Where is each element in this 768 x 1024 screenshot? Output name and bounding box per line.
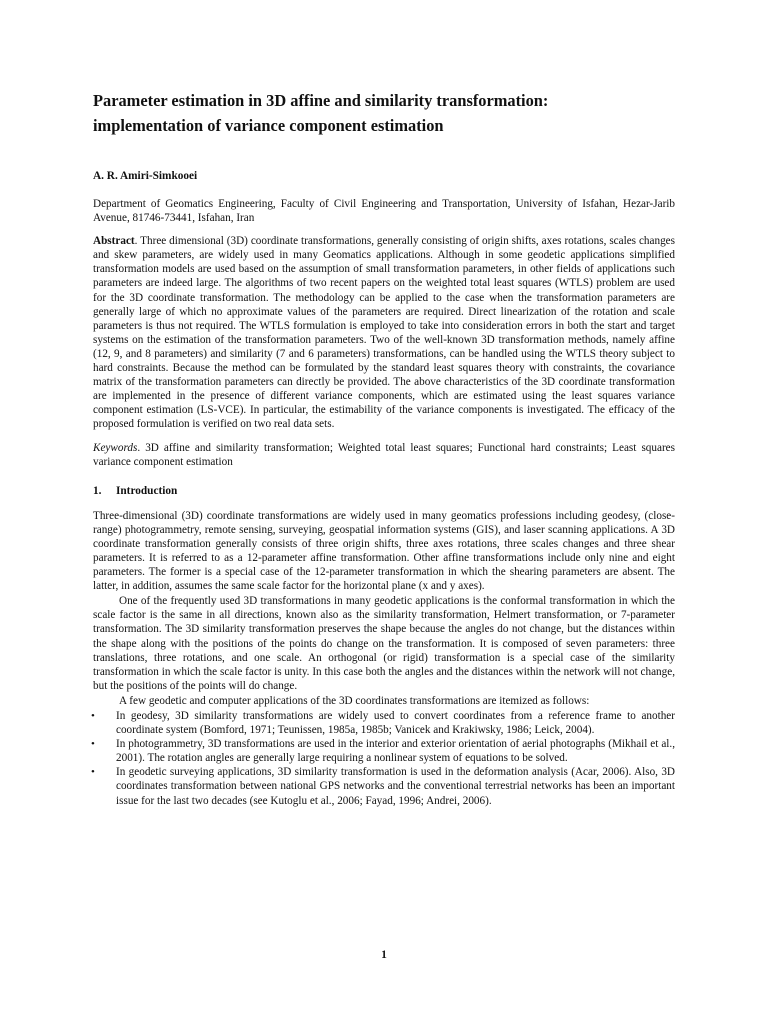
- paper-title: [93, 88, 675, 138]
- keywords-text: . 3D affine and similarity transformation; Weighted total least squares; Functional hard constraints; Least squares variance component estimation: [93, 441, 675, 468]
- keywords-label: Keywords: [93, 441, 138, 454]
- section-heading-introduction: [93, 484, 675, 498]
- section-number: 1.: [93, 484, 102, 497]
- title-line-1: Parameter estimation in 3D affine and similarity transformation:: [93, 91, 549, 110]
- page-number: 1: [381, 949, 387, 961]
- bullet-icon: •: [91, 766, 95, 779]
- title-line-2: implementation of variance component estimation: [93, 116, 444, 135]
- keywords: [93, 441, 675, 469]
- abstract: [93, 234, 675, 431]
- intro-paragraph-1: Three-dimensional (3D) coordinate transformations are widely used in many geomatics professions including geodesy, (close-range) photogrammetry, remote sensing, surveying, geospatial information systems (GIS), and laser scanning applications. A 3D coordinate transformation generally consists of three origin shifts, three axes rotations, three scales changes and three shear parameters. It is referred to as a 12-parameter affine transformation. Other affine transformations include only nine and eight parameters. The former is a special case of the 12-parameter transformation in which the shearing parameters are absent. The latter, in addition, assumes the same scale factor for the horizontal plane (x and y axes).: [93, 509, 675, 593]
- list-item-text: In geodetic surveying applications, 3D similarity transformation is used in the deformation analysis (Acar, 2006). Also, 3D coordinates transformation between national GPS networks and the conventional terrestrial networks has been an important issue for the last two decades (see Kutoglu et al., 2006; Fayad, 1996; Andrei, 2006).: [116, 766, 675, 807]
- list-item-text: In photogrammetry, 3D transformations are used in the interior and exterior orientation of aerial photographs (Mikhail et al., 2001). The rotation angles are generally large requiring a nonlinear system of equations to be solved.: [116, 738, 675, 765]
- abstract-text: . Three dimensional (3D) coordinate transformations, generally consisting of origin shifts, axes rotations, scales changes and skew parameters, are widely used in many Geomatics applications. Although in some geodetic applications simplified transformation models are used based on the assumption of small transformation parameters, in other fields of applications such parameters are indeed large. The algorithms of two recent papers on the weighted total least squares (WTLS) problem are used for the 3D coordinate transformation. The methodology can be applied to the case when the transformation parameters are generally large of which no approximate values of the parameters are required. Direct linearization of the rotation and scale parameters is thus not required. The WTLS formulation is employed to take into consideration errors in both the start and target systems on the estimation of the transformation parameters. Two of the well-known 3D transformation methods, namely affine (12, 9, and 8 parameters) and similarity (7 and 6 parameters) transformations, can be handled using the WTLS theory subject to hard constraints. Because the method can be formulated by the standard least squares theory with constraints, the covariance matrix of the transformation parameters can directly be provided. The above characteristics of the 3D coordinate transformation are implemented in the presence of different variance components, which are estimated using the least squares variance component estimation (LS-VCE). In particular, the estimability of the variance components is investigated. The efficacy of the proposed formulation is verified on two real data sets.: [93, 235, 675, 431]
- author-affiliation: Department of Geomatics Engineering, Faculty of Civil Engineering and Transportation, University of Isfahan, Hezar-Jarib Avenue, 81746-73441, Isfahan, Iran: [93, 198, 675, 225]
- section-title: Introduction: [116, 484, 178, 497]
- page-content: [93, 88, 675, 808]
- list-item-text: In geodesy, 3D similarity transformations are widely used to convert coordinates from a reference frame to another coordinate system (Bomford, 1971; Teunissen, 1985a, 1985b; Vanicek and Krakiwsky, 1986; Leick, 2004).: [116, 710, 675, 737]
- applications-list: [93, 709, 675, 808]
- bullet-icon: •: [91, 738, 95, 751]
- bullet-icon: •: [91, 710, 95, 722]
- list-item: [93, 765, 675, 807]
- list-item: [93, 737, 675, 765]
- intro-paragraph-3: A few geodetic and computer applications of the 3D coordinates transformations are itemized as follows:: [119, 694, 590, 707]
- list-item: [93, 709, 675, 737]
- intro-paragraph-2: One of the frequently used 3D transformations in many geodetic applications is the conformal transformation in which the scale factor is the same in all directions, known also as the similarity transformation, Helmert transformation, or 7-parameter transformation. The 3D similarity transformation preserves the shape because the angles do not change, but the distances within the shape along with the positions of the points do change on the transformation. It is composed of seven parameters: three translations, three rotations, and one scale. An orthogonal (or rigid) transformation is a special case of the similarity transformation in which the scale factor is unity. In this case both the angles and the distances within the network will not change, but the positions of the points will do change.: [93, 595, 675, 692]
- abstract-label: Abstract: [93, 235, 135, 248]
- author-name: A. R. Amiri-Simkooei: [93, 170, 198, 182]
